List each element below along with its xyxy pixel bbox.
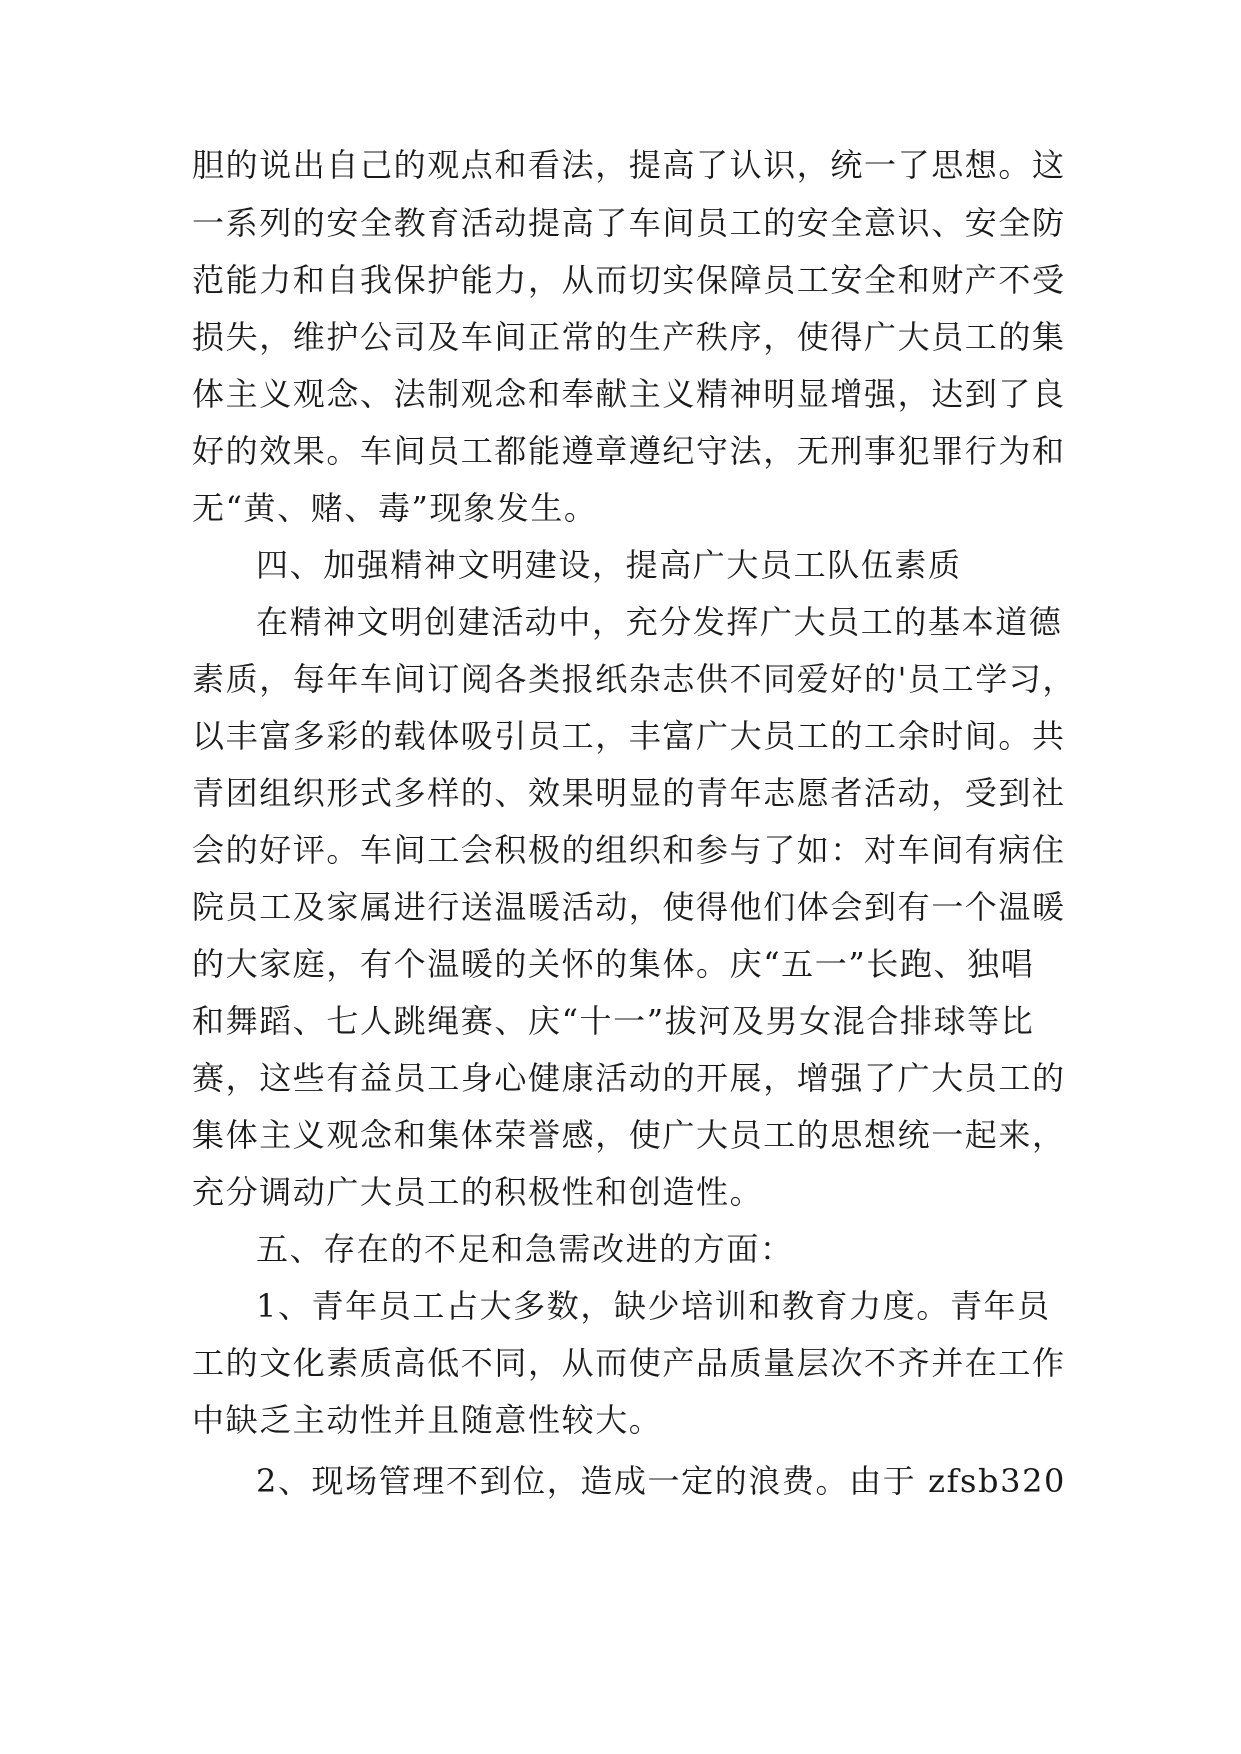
section-heading: 五、存在的不足和急需改进的方面： [256, 1230, 794, 1268]
paragraph-line: 和舞蹈、七人跳绳赛、庆“十一”拔河及男女混合排球等比 [192, 1002, 1035, 1040]
paragraph-line: 青团组织形式多样的、效果明显的青年志愿者活动，受到社 [192, 774, 1066, 812]
paragraph-line: 院员工及家属进行送温暖活动，使得他们体会到有一个温暖 [192, 888, 1066, 926]
list-item-line: 2、现场管理不到位，造成一定的浪费。由于 zfsb320 [256, 1462, 1067, 1500]
paragraph-line: 集体主义观念和集体荣誉感，使广大员工的思想统一起来， [192, 1116, 1066, 1154]
paragraph-line: 范能力和自我保护能力，从而切实保障员工安全和财产不受 [192, 261, 1066, 299]
paragraph-line: 的大家庭，有个温暖的关怀的集体。庆“五一”长跑、独唱 [192, 945, 1035, 983]
paragraph-line: 素质，每年车间订阅各类报纸杂志供不同爱好的'员工学习， [192, 660, 1076, 698]
paragraph-line: 无“黄、赌、毒”现象发生。 [192, 489, 598, 527]
paragraph-line: 以丰富多彩的载体吸引员工，丰富广大员工的工余时间。共 [192, 717, 1066, 755]
paragraph-line: 在精神文明创建活动中，充分发挥广大员工的基本道德 [256, 603, 1063, 641]
section-heading: 四、加强精神文明建设，提高广大员工队伍素质 [256, 546, 962, 584]
paragraph-line: 胆的说出自己的观点和看法，提高了认识，统一了思想。这 [192, 146, 1066, 184]
paragraph-line: 工的文化素质高低不同，从而使产品质量层次不齐并在工作 [192, 1344, 1066, 1382]
list-item-line: 1、青年员工占大多数，缺少培训和教育力度。青年员 [256, 1287, 1051, 1325]
paragraph-line: 会的好评。车间工会积极的组织和参与了如：对车间有病住 [192, 831, 1066, 869]
paragraph-line: 好的效果。车间员工都能遵章遵纪守法，无刑事犯罪行为和 [192, 432, 1066, 470]
paragraph-line: 一系列的安全教育活动提高了车间员工的安全意识、安全防 [192, 204, 1066, 242]
paragraph-line: 体主义观念、法制观念和奉献主义精神明显增强，达到了良 [192, 375, 1066, 413]
paragraph-line: 赛，这些有益员工身心健康活动的开展，增强了广大员工的 [192, 1059, 1066, 1097]
paragraph-line: 损失，维护公司及车间正常的生产秩序，使得广大员工的集 [192, 318, 1066, 356]
paragraph-line: 中缺乏主动性并且随意性较大。 [192, 1401, 663, 1439]
paragraph-line: 充分调动广大员工的积极性和创造性。 [192, 1173, 764, 1211]
